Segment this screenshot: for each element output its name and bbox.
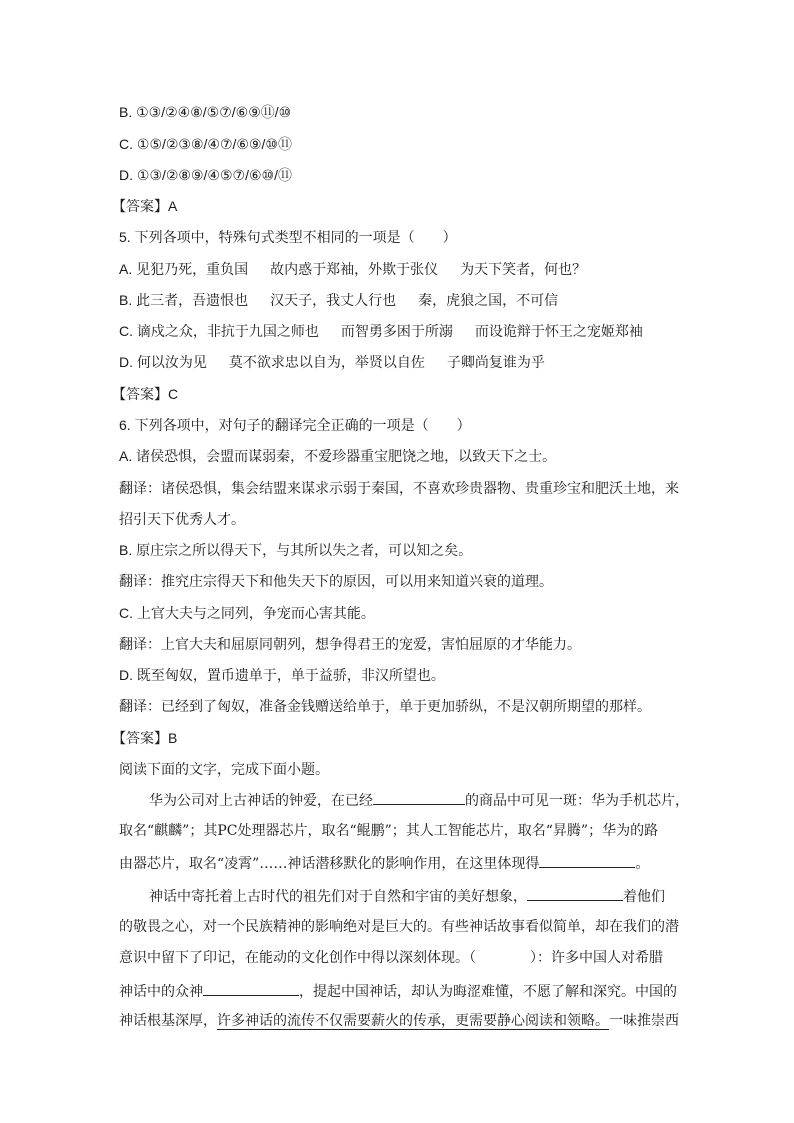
q5-option-c [119, 322, 643, 340]
passage-text: 的商品中可见一斑：华为手机芯片， [465, 793, 689, 809]
q5-option-a [119, 260, 586, 278]
q5-b-part3: 秦，虎狼之国，不可信 [418, 292, 559, 308]
passage-text: 一味推崇西 [609, 1013, 679, 1029]
q5-d-part2: 莫不欲求忠以自为，举贤以自佐 [228, 354, 425, 370]
q5-c-part1: C. 谪戍之众，非抗于九国之师也 [119, 323, 319, 339]
q6-c-translation: 翻译：上官大夫和屈原同朝列，想争得君王的宠爱，害怕屈原的才华能力。 [119, 636, 581, 652]
q5-answer: 【答案】C [112, 386, 179, 402]
passage-p2-line2: 的敬畏之心，对一个民族精神的影响绝对是巨大的。有些神话故事看似简单，却在我们的潜 [119, 919, 679, 935]
fill-blank-4[interactable] [203, 981, 299, 996]
passage-p1-line3 [119, 853, 677, 873]
q5-option-b [119, 291, 558, 309]
passage-text: ，提起中国神话，却认为晦涩难懂，不愿了解和深究。中国的 [299, 984, 677, 1000]
q5-a-part3: 为天下笑者，何也？ [460, 261, 587, 277]
passage-text: 神话中寄托着上古时代的祖先们对于自然和宇宙的美好想象， [149, 889, 527, 905]
q5-option-d [119, 353, 545, 371]
passage-text: 华为公司对上古神话的钟爱，在已经 [149, 793, 373, 809]
q5-d-part1: D. 何以汝为见 [119, 354, 207, 370]
q6-a-translation-line1: 翻译：诸侯恐惧，集会结盟来谋求示弱于秦国，不喜欢珍贵器物、贵重珍宝和肥沃土地，来 [119, 480, 679, 496]
q6-option-b: B. 原庄宗之所以得天下，与其所以失之者，可以知之矣。 [119, 542, 473, 558]
fill-blank-3[interactable] [527, 886, 623, 901]
option-d-prev: D. ①③/②⑧⑨/④⑤⑦/⑥⑩/⑪ [119, 167, 292, 183]
fill-blank-1[interactable] [373, 790, 465, 805]
option-c-prev: C. ①⑤/②③⑧/④⑦/⑥⑨/⑩⑪ [119, 136, 292, 152]
q5-d-part3: 子卿尚复谁为乎 [446, 354, 545, 370]
q6-b-translation: 翻译：推究庄宗得天下和他失天下的原因，可以用来知道兴衰的道理。 [119, 573, 553, 589]
passage-text: 。 [635, 856, 650, 872]
q5-b-part1: B. 此三者，吾遗恨也 [119, 292, 249, 308]
option-b-prev: B. ①③/②④⑧/⑤⑦/⑥⑨⑪/⑩ [119, 104, 292, 120]
passage-p1-line1 [149, 790, 707, 810]
passage-p2-line1 [149, 886, 707, 906]
passage-p2-line4 [119, 981, 677, 1001]
q5-c-part3: 而设诡辩于怀王之宠姬郑袖 [474, 323, 643, 339]
q6-option-c: C. 上官大夫与之同列，争宠而心害其能。 [119, 605, 375, 621]
passage-text: 神话中的众神 [119, 984, 203, 1000]
passage-text: ）：许多中国人对希腊 [530, 950, 663, 966]
q6-answer: 【答案】B [112, 730, 178, 746]
answer-prev: 【答案】A [112, 198, 178, 214]
passage-text: 由器芯片，取名“凌霄”……神话潜移默化的影响作用，在这里体现得 [119, 856, 540, 872]
fill-blank-2[interactable] [539, 853, 635, 868]
underlined-sentence: 许多神话的流传不仅需要薪火的传承，更需要静心阅读和领略。 [217, 1013, 609, 1029]
passage-p2-line5 [119, 1012, 677, 1030]
q6-option-d: D. 既至匈奴，置币遗单于，单于益骄，非汉所望也。 [119, 667, 445, 683]
q5-c-part2: 而智勇多困于所溺 [340, 323, 453, 339]
q6-d-translation: 翻译：已经到了匈奴，准备金钱赠送给单于，单于更加骄纵，不是汉朝所期望的那样。 [119, 698, 651, 714]
q5-stem: 5. 下列各项中，特殊句式类型不相同的一项是（ ） [119, 229, 457, 245]
passage-text: 神话根基深厚， [119, 1013, 217, 1029]
q6-option-a: A. 诸侯恐惧，会盟而谋弱秦，不爱珍器重宝肥饶之地，以致天下之士。 [119, 448, 557, 464]
q5-a-part2: 故内惑于郑袖，外欺于张仪 [270, 261, 439, 277]
q5-b-part2: 汉天子，我丈人行也 [270, 292, 397, 308]
passage-text: 意识中留下了印记，在能动的文化创作中得以深刻体现。（ [119, 950, 476, 966]
reading-intro: 阅读下面的文字，完成下面小题。 [119, 761, 329, 777]
q5-a-part1: A. 见犯乃死，重负国 [119, 261, 249, 277]
q6-a-translation-line2: 招引天下优秀人才。 [119, 511, 245, 527]
q6-stem: 6. 下列各项中，对句子的翻译完全正确的一项是（ ） [119, 417, 471, 433]
passage-p2-line3 [119, 949, 677, 967]
passage-text: 着他们 [623, 889, 665, 905]
passage-p1-line2: 取名“麒麟”；其PC处理器芯片，取名“鲲鹏”；其人工智能芯片，取名“昇腾”；华为的路 [119, 823, 659, 839]
